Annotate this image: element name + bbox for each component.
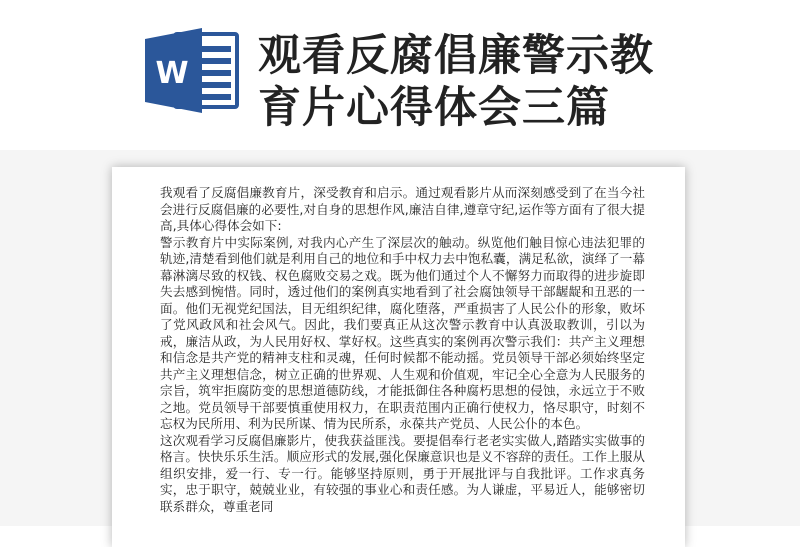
- header-banner: [0, 0, 800, 150]
- page-title: [258, 30, 778, 134]
- title-line-1: 观看反腐倡廉警示教: [258, 31, 654, 81]
- paragraph: 我观看了反腐倡廉教育片，深受教育和启示。通过观看影片从而深刻感受到了在当今社会进行反腐倡廉的必要性,对自身的思想作风,廉洁自律,遵章守纪,运作等方面有了很大提高,具体心得体会如下:: [160, 185, 645, 233]
- paragraph: 警示教育片中实际案例, 对我内心产生了深层次的触动。纵览他们触目惊心违法犯罪的轨迹,清楚看到他们就是利用自己的地位和手中权力去中饱私囊，满足私欲，演绎了一幕幕淋漓尽致的权钱、权色腐败交易之戏。既为他们通过个人不懈努力而取得的进步旋即失去感到惋惜。同时，透过他们的案例真实地看到了社会腐蚀领导干部龌龊和丑恶的一面。他们无视党纪国法，目无组织纪律，腐化堕落，严重损害了人民公仆的形象，败坏了党风政风和社会风气。因此，我们要真正从这次警示教育中认真汲取教训，引以为戒，廉洁从政，为人民用好权、掌好权。这些真实的案例再次警示我们：共产主义理想和信念是共产党的精神支柱和灵魂，任何时候都不能动摇。党员领导干部必须始终坚定共产主义理想信念，树立正确的世界观、人生观和价值观，牢记全心全意为人民服务的宗旨，筑牢拒腐防变的思想道德防线，才能抵御住各种腐朽思想的侵蚀，永远立于不败之地。党员领导干部要慎重使用权力，在职责范围内正确行使权力，恪尽职守，时刻不忘权为民所用、利为民所谋、情为民所系，永葆共产党员、人民公仆的本色。: [160, 234, 645, 431]
- title-line-2: 育片心得体会三篇: [258, 83, 610, 133]
- word-document-icon: [145, 28, 240, 113]
- svg-text:W: W: [155, 56, 189, 91]
- paragraph: 这次观看学习反腐倡廉影片，使我获益匪浅。要提倡奉行老老实实做人,踏踏实实做事的格言。快快乐乐生活。顺应形式的发展,强化保廉意识也是义不容辞的责任。工作上服从组织安排，爱一行、专一行。能够坚持原则，勇于开展批评与自我批评。工作求真务实，忠于职守，兢兢业业，有较强的事业心和责任感。为人谦虚，平易近人，能够密切联系群众，尊重老同: [160, 432, 645, 514]
- document-page: [112, 167, 685, 547]
- document-body: [160, 185, 645, 515]
